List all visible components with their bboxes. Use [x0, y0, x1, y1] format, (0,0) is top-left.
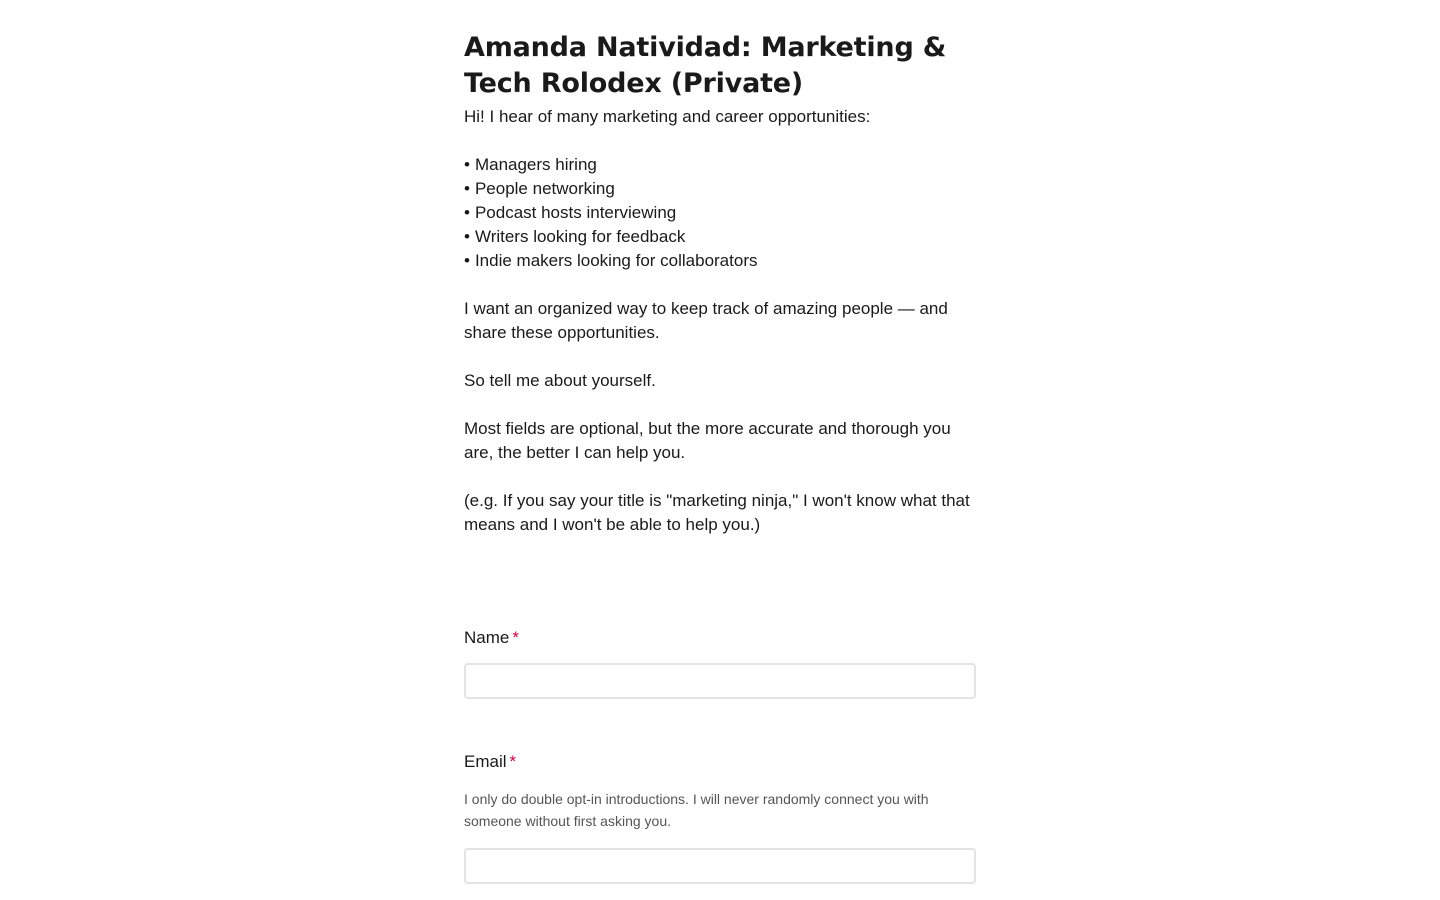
- name-field-group: [464, 626, 976, 699]
- list-item: • People networking: [464, 177, 976, 201]
- email-help-text: I only do double opt-in introductions. I will never randomly connect you with someone without first asking you.: [464, 791, 929, 829]
- email-field-group: [464, 750, 976, 884]
- form-title: Amanda Natividad: Marketing & Tech Rolodex (Private): [464, 32, 947, 99]
- list-item: • Podcast hosts interviewing: [464, 201, 976, 225]
- list-item: • Indie makers looking for collaborators: [464, 249, 976, 273]
- name-label: [464, 626, 976, 650]
- intro-paragraph: I want an organized way to keep track of amazing people — and share these opportunities.: [464, 299, 948, 342]
- intro-paragraph: (e.g. If you say your title is "marketing ninja," I won't know what that means and I won't be able to help you.): [464, 491, 970, 534]
- name-label-text: Name: [464, 628, 510, 647]
- intro-paragraph: So tell me about yourself.: [464, 371, 656, 390]
- intro-paragraph: Most fields are optional, but the more accurate and thorough you are, the better I can help you.: [464, 419, 951, 462]
- form-container: [464, 30, 976, 884]
- opportunities-list: [464, 153, 976, 273]
- required-mark: *: [509, 752, 517, 771]
- name-input[interactable]: [464, 663, 976, 699]
- form-description: [464, 105, 976, 537]
- email-input[interactable]: [464, 848, 976, 884]
- required-mark: *: [512, 628, 519, 647]
- email-label: [464, 750, 976, 774]
- intro-text: Hi! I hear of many marketing and career opportunities:: [464, 107, 871, 126]
- email-label-text: Email: [464, 752, 507, 771]
- list-item: • Managers hiring: [464, 153, 976, 177]
- list-item: • Writers looking for feedback: [464, 225, 976, 249]
